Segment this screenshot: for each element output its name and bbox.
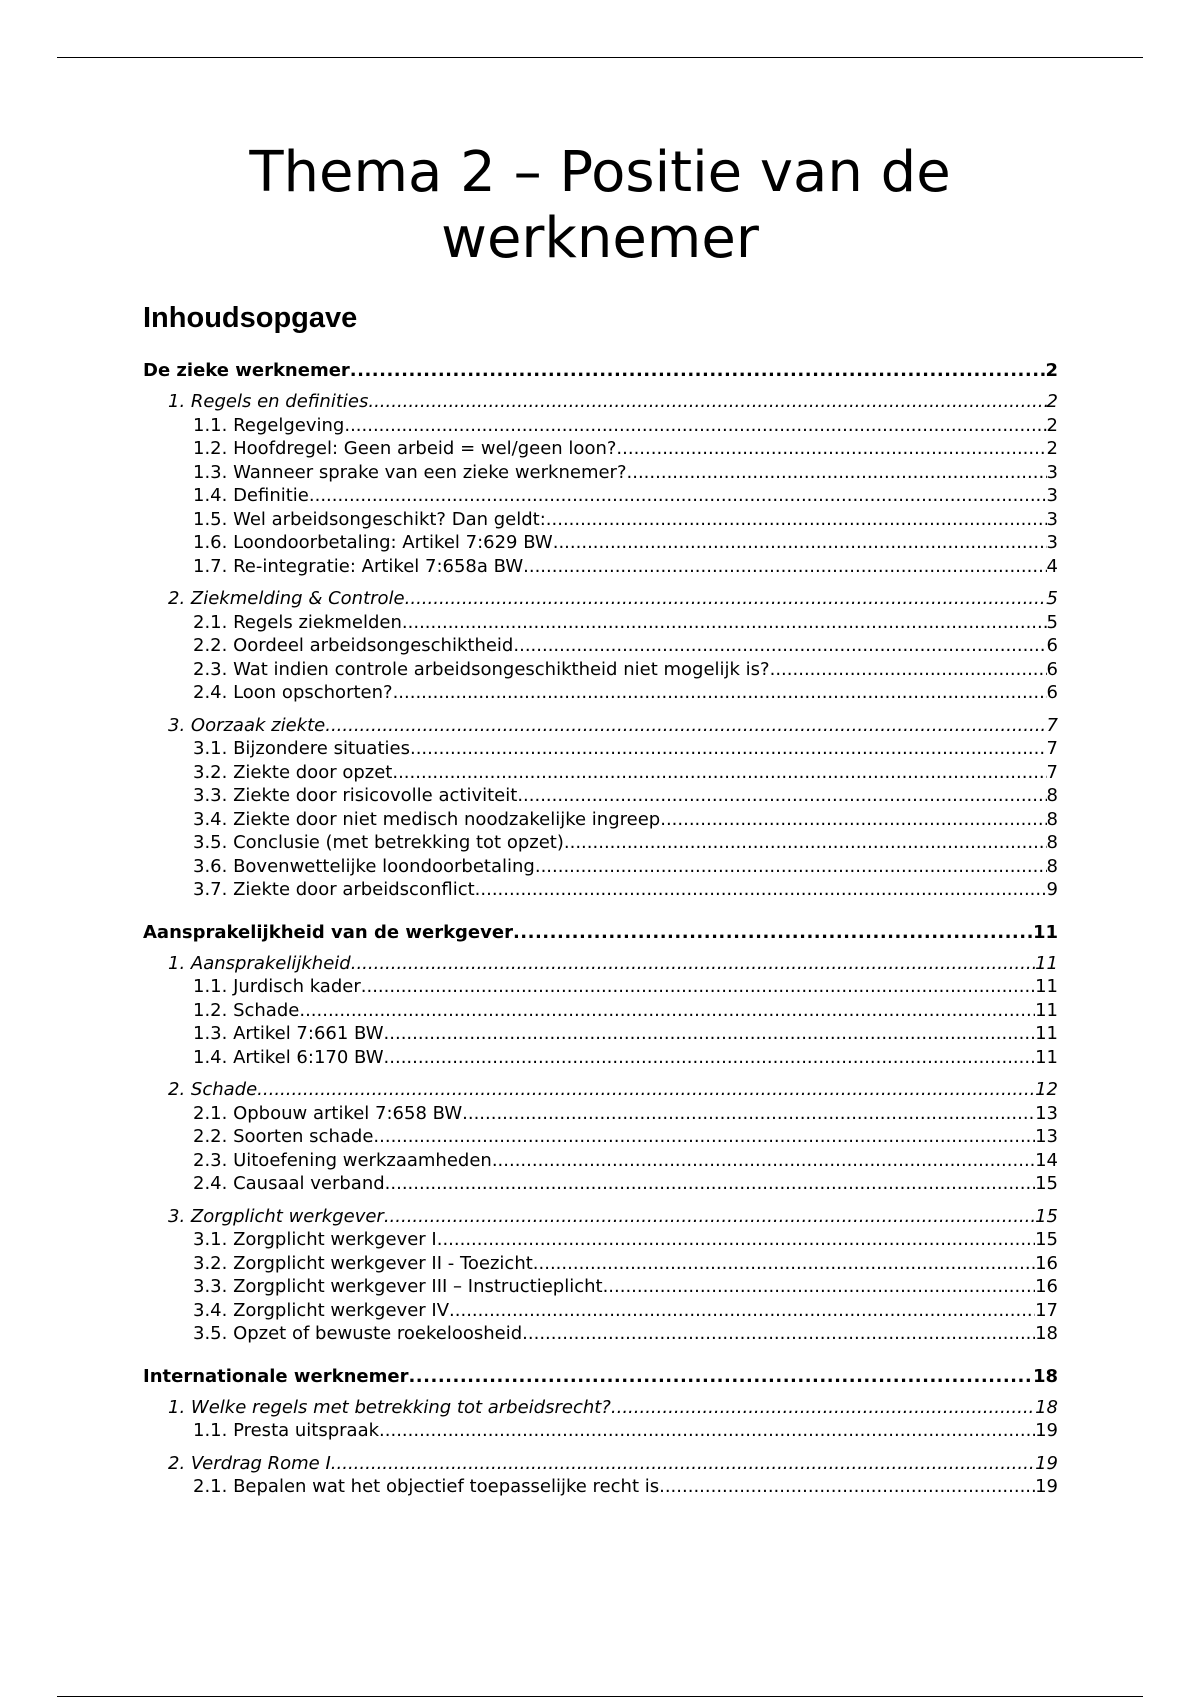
toc-subsection-entry[interactable] [143, 784, 1058, 808]
toc-entry-title: 3.5. Opzet of bewuste roekeloosheid [193, 1323, 523, 1344]
toc-entry-title: 3.2. Ziekte door opzet [193, 761, 393, 783]
dot-leader [384, 1046, 1036, 1070]
toc-entry-title: 1.3. Artikel 7:661 BW [193, 1023, 384, 1044]
dot-leader [659, 1475, 1035, 1499]
toc-entry-title: 2.1. Regels ziekmelden [193, 611, 402, 633]
dot-leader [257, 1078, 1035, 1102]
toc-entry-title: 3.4. Zorgplicht werkgever IV [193, 1299, 450, 1321]
toc-page-number: 2 [1046, 414, 1058, 436]
toc-page-number: 19 [1035, 1420, 1058, 1441]
toc-page-number: 6 [1046, 682, 1058, 703]
dot-leader [523, 555, 1046, 579]
toc-section [143, 918, 1058, 1346]
toc-subsection-entry[interactable] [143, 831, 1058, 855]
dot-leader [513, 634, 1046, 658]
toc-page-number: 4 [1046, 555, 1058, 577]
toc-entry-title: 1.1. Jurdisch kader [193, 976, 361, 997]
dot-leader [533, 1252, 1035, 1276]
toc-chapter-entry[interactable] [143, 1205, 1058, 1229]
toc-page-number: 11 [1032, 921, 1058, 943]
dot-leader [535, 855, 1047, 879]
toc-subsection-entry[interactable] [143, 1299, 1058, 1323]
table-of-contents [143, 356, 1058, 1499]
dot-leader [331, 1452, 1035, 1476]
toc-page-number: 5 [1046, 588, 1058, 609]
document-title [100, 140, 1100, 272]
toc-page-number: 2 [1046, 438, 1058, 459]
toc-chapter-group [143, 587, 1058, 705]
dot-leader [616, 437, 1046, 461]
toc-section [143, 1362, 1058, 1499]
top-rule [57, 57, 1143, 58]
toc-page-number: 12 [1035, 1079, 1058, 1100]
dot-leader [517, 784, 1046, 808]
dot-leader [325, 714, 1046, 738]
toc-subsection-entry[interactable] [143, 1102, 1058, 1126]
dot-leader [373, 1125, 1035, 1149]
toc-page-number: 3 [1046, 461, 1058, 483]
toc-heading: Inhoudsopgave [143, 302, 358, 334]
toc-page-number: 18 [1032, 1365, 1058, 1387]
dot-leader [546, 508, 1047, 532]
toc-entry-title: 1.7. Re-integratie: Artikel 7:658a BW [193, 555, 524, 577]
toc-page-number: 19 [1035, 1476, 1058, 1497]
toc-entry-title: 1. Aansprakelijkheid [168, 952, 351, 974]
dot-leader [350, 356, 1046, 386]
toc-entry-title: 1.5. Wel arbeidsongeschikt? Dan geldt: [193, 508, 546, 530]
toc-chapter-group [143, 390, 1058, 578]
toc-entry-title: 1.1. Regelgeving [193, 414, 345, 436]
toc-subsection-entry[interactable] [143, 737, 1058, 761]
toc-chapter-entry[interactable] [143, 1396, 1058, 1420]
toc-entry-title: 2.1. Bepalen wat het objectief toepasselijke recht is [193, 1476, 660, 1497]
toc-subsection-entry[interactable] [143, 808, 1058, 832]
dot-leader [408, 1362, 1032, 1392]
toc-page-number: 7 [1046, 761, 1058, 783]
dot-leader [405, 587, 1047, 611]
toc-section [143, 356, 1058, 902]
toc-entry-title: 3.1. Bijzondere situaties [193, 738, 410, 759]
toc-subsection-entry[interactable] [143, 611, 1058, 635]
toc-entry-title: 1. Regels en definities [168, 391, 369, 412]
dot-leader [627, 461, 1047, 485]
dot-leader [437, 1228, 1035, 1252]
toc-chapter-entry[interactable] [143, 1452, 1058, 1476]
toc-chapter-entry[interactable] [143, 714, 1058, 738]
bottom-rule [57, 1696, 1143, 1697]
toc-subsection-entry[interactable] [143, 1228, 1058, 1252]
toc-subsection-entry[interactable] [143, 555, 1058, 579]
document-title-line-2: werknemer [441, 206, 759, 271]
dot-leader [393, 681, 1047, 705]
toc-subsection-entry[interactable] [143, 1149, 1058, 1173]
toc-page-number: 15 [1035, 1173, 1058, 1194]
toc-entry-title: 2.2. Oordeel arbeidsongeschiktheid [193, 635, 514, 656]
toc-entry-title: 3.3. Zorgplicht werkgever III – Instructieplicht [193, 1276, 603, 1297]
toc-chapter-entry[interactable] [143, 390, 1058, 414]
toc-subsection-entry[interactable] [143, 878, 1058, 902]
toc-page-number: 11 [1035, 1046, 1058, 1068]
toc-page-number: 8 [1046, 832, 1058, 853]
toc-subsection-entry[interactable] [143, 1252, 1058, 1276]
toc-page-number: 8 [1046, 785, 1058, 806]
dot-leader [361, 975, 1035, 999]
toc-entry-title: 3.1. Zorgplicht werkgever I [193, 1229, 437, 1250]
toc-entry-title: 3. Oorzaak ziekte [168, 714, 326, 736]
toc-page-number: 13 [1035, 1126, 1058, 1147]
toc-page-number: 11 [1035, 1023, 1058, 1044]
toc-entry-title: 3.3. Ziekte door risicovolle activiteit [193, 785, 518, 806]
toc-page-number: 5 [1046, 611, 1058, 633]
dot-leader [384, 1205, 1035, 1229]
toc-entry-title: 2.3. Uitoefening werkzaamheden [193, 1149, 492, 1171]
dot-leader [611, 1396, 1035, 1420]
toc-page-number: 6 [1046, 658, 1058, 680]
toc-subsection-entry[interactable] [143, 999, 1058, 1023]
toc-entry-title: 2.4. Loon opschorten? [193, 682, 393, 703]
toc-subsection-entry[interactable] [143, 855, 1058, 879]
toc-subsection-entry[interactable] [143, 414, 1058, 438]
toc-chapter-group [143, 714, 1058, 902]
toc-page-number: 7 [1046, 714, 1058, 736]
dot-leader [564, 831, 1047, 855]
toc-subsection-entry[interactable] [143, 1022, 1058, 1046]
toc-page-number: 3 [1046, 532, 1058, 553]
toc-entry-title: De zieke werknemer [143, 360, 350, 381]
toc-subsection-entry[interactable] [143, 658, 1058, 682]
toc-entry-title: 1.4. Artikel 6:170 BW [193, 1046, 384, 1068]
toc-entry-title: Aansprakelijkheid van de werkgever [143, 921, 513, 943]
toc-page-number: 2 [1046, 391, 1058, 412]
toc-page-number: 14 [1035, 1149, 1058, 1171]
toc-page-number: 7 [1046, 738, 1058, 759]
toc-entry-title: 2.2. Soorten schade [193, 1126, 374, 1147]
dot-leader [522, 1322, 1035, 1346]
toc-chapter-group [143, 1205, 1058, 1346]
toc-page-number: 6 [1046, 635, 1058, 656]
toc-subsection-entry[interactable] [143, 634, 1058, 658]
toc-subsection-entry[interactable] [143, 761, 1058, 785]
toc-subsection-entry[interactable] [143, 508, 1058, 532]
toc-page-number: 19 [1035, 1452, 1058, 1474]
toc-chapter-group [143, 952, 1058, 1070]
dot-leader [299, 999, 1035, 1023]
toc-page-number: 3 [1046, 485, 1058, 506]
dot-leader [351, 952, 1035, 976]
toc-page-number: 8 [1046, 855, 1058, 877]
toc-page-number: 3 [1046, 508, 1058, 530]
toc-entry-title: 1.6. Loondoorbetaling: Artikel 7:629 BW [193, 532, 553, 553]
toc-page-number: 11 [1035, 976, 1058, 997]
toc-page-number: 9 [1046, 879, 1058, 900]
toc-entry-title: 3.5. Conclusie (met betrekking tot opzet) [193, 832, 564, 853]
toc-entry-title: 2. Schade [168, 1079, 258, 1100]
toc-chapter-entry[interactable] [143, 952, 1058, 976]
toc-entry-title: 3.6. Bovenwettelijke loondoorbetaling [193, 855, 535, 877]
dot-leader [553, 531, 1047, 555]
toc-page-number: 18 [1035, 1396, 1058, 1418]
toc-page-number: 15 [1035, 1229, 1058, 1250]
dot-leader [392, 761, 1046, 785]
toc-entry-title: 1.2. Hoofdregel: Geen arbeid = wel/geen loon? [193, 438, 617, 459]
dot-leader [385, 1172, 1035, 1196]
toc-page-number: 17 [1035, 1299, 1058, 1321]
dot-leader [344, 414, 1046, 438]
toc-subsection-entry[interactable] [143, 461, 1058, 485]
toc-entry-title: 2.3. Wat indien controle arbeidsongeschiktheid niet mogelijk is? [193, 658, 770, 680]
toc-entry-title: 2. Ziekmelding & Controle [168, 588, 405, 609]
dot-leader [309, 484, 1047, 508]
dot-leader [770, 658, 1047, 682]
toc-subsection-entry[interactable] [143, 1172, 1058, 1196]
toc-subsection-entry[interactable] [143, 437, 1058, 461]
toc-entry-title: 1.4. Definitie [193, 485, 309, 506]
toc-entry-title: 1.1. Presta uitspraak [193, 1420, 380, 1441]
dot-leader [410, 737, 1047, 761]
toc-chapter-group [143, 1452, 1058, 1499]
toc-entry-title: 3.7. Ziekte door arbeidsconflict [193, 879, 475, 900]
dot-leader [449, 1299, 1035, 1323]
toc-entry-title: Internationale werknemer [143, 1365, 409, 1387]
toc-subsection-entry[interactable] [143, 1046, 1058, 1070]
toc-entry-title: 1.3. Wanneer sprake van een zieke werknemer? [193, 461, 627, 483]
toc-entry-title: 3. Zorgplicht werkgever [168, 1205, 384, 1227]
toc-section-entry[interactable] [143, 356, 1058, 386]
toc-page-number: 16 [1035, 1276, 1058, 1297]
toc-entry-title: 2.4. Causaal verband [193, 1173, 385, 1194]
dot-leader [513, 918, 1033, 948]
toc-subsection-entry[interactable] [143, 975, 1058, 999]
dot-leader [475, 878, 1047, 902]
dot-leader [492, 1149, 1035, 1173]
toc-subsection-entry[interactable] [143, 1322, 1058, 1346]
dot-leader [384, 1022, 1036, 1046]
toc-page-number: 8 [1046, 808, 1058, 830]
toc-subsection-entry[interactable] [143, 484, 1058, 508]
dot-leader [379, 1419, 1035, 1443]
toc-page-number: 15 [1035, 1205, 1058, 1227]
toc-entry-title: 2. Verdrag Rome I [168, 1452, 331, 1474]
toc-page-number: 13 [1035, 1102, 1058, 1124]
toc-entry-title: 1.2. Schade [193, 999, 300, 1021]
toc-section-entry[interactable] [143, 1362, 1058, 1392]
toc-page-number: 11 [1035, 999, 1058, 1021]
toc-chapter-group [143, 1396, 1058, 1443]
toc-entry-title: 2.1. Opbouw artikel 7:658 BW [193, 1102, 463, 1124]
dot-leader [462, 1102, 1035, 1126]
dot-leader [368, 390, 1046, 414]
toc-subsection-entry[interactable] [143, 1475, 1058, 1499]
toc-chapter-entry[interactable] [143, 1078, 1058, 1102]
toc-page-number: 18 [1035, 1323, 1058, 1344]
toc-page-number: 2 [1045, 360, 1058, 381]
toc-entry-title: 3.4. Ziekte door niet medisch noodzakelijke ingreep [193, 808, 661, 830]
toc-entry-title: 3.2. Zorgplicht werkgever II - Toezicht [193, 1252, 533, 1274]
toc-chapter-entry[interactable] [143, 587, 1058, 611]
dot-leader [603, 1275, 1036, 1299]
toc-subsection-entry[interactable] [143, 531, 1058, 555]
toc-subsection-entry[interactable] [143, 1419, 1058, 1443]
document-title-line-1: Thema 2 – Positie van de [249, 140, 951, 205]
toc-section-entry[interactable] [143, 918, 1058, 948]
toc-subsection-entry[interactable] [143, 1275, 1058, 1299]
toc-subsection-entry[interactable] [143, 681, 1058, 705]
toc-page-number: 11 [1035, 952, 1058, 974]
dot-leader [402, 611, 1047, 635]
toc-subsection-entry[interactable] [143, 1125, 1058, 1149]
toc-chapter-group [143, 1078, 1058, 1196]
toc-entry-title: 1. Welke regels met betrekking tot arbeidsrecht? [168, 1396, 611, 1418]
dot-leader [660, 808, 1046, 832]
toc-page-number: 16 [1035, 1252, 1058, 1274]
